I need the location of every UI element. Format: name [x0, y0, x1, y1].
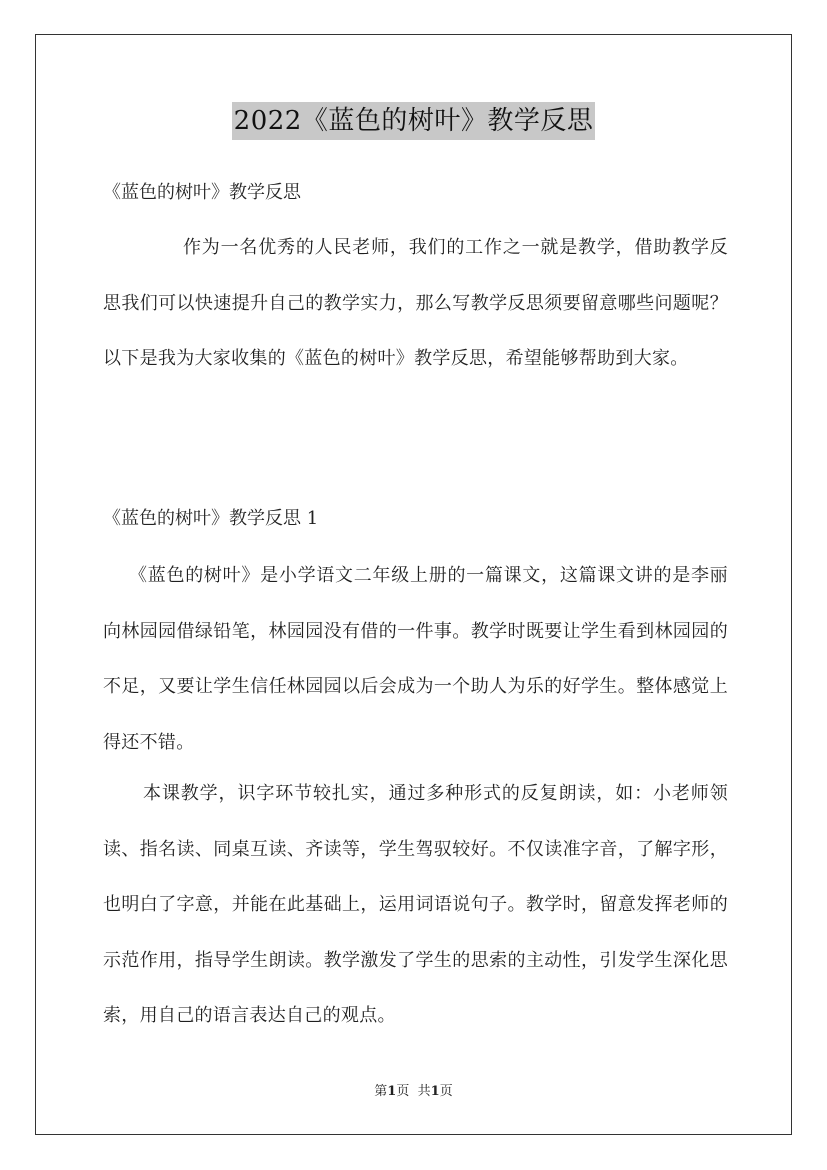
document-title: 2022《蓝色的树叶》教学反思	[232, 102, 596, 140]
page-label-suffix: 页	[396, 1084, 410, 1099]
title-wrap	[0, 102, 827, 140]
total-pages: 1	[430, 1084, 440, 1099]
body-paragraph: 本课教学，识字环节较扎实，通过多种形式的反复朗读，如：小老师领读、指名读、同桌互读、齐读等，学生驾驭较好。不仅读准字音，了解字形，也明白了字意，并能在此基础上，运用词语说句子。教学时，留意发挥老师的示范作用，指导学生朗读。教学激发了学生的思索的主动性，引发学生深化思索，用自己的语言表达自己的观点。	[103, 783, 728, 1026]
body-paragraph: 《蓝色的树叶》是小学语文二年级上册的一篇课文，这篇课文讲的是李丽向林园园借绿铅笔，林园园没有借的一件事。教学时既要让学生看到林园园的不足，又要让学生信任林园园以后会成为一个助人为乐的好学生。整体感觉上得还不错。	[103, 565, 728, 753]
intro-paragraph: 作为一名优秀的人民老师，我们的工作之一就是教学，借助教学反思我们可以快速提升自己的教学实力，那么写教学反思须要留意哪些问题呢？以下是我为大家收集的《蓝色的树叶》教学反思，希望能够帮助到大家。	[103, 237, 728, 369]
page-number: 1	[387, 1084, 397, 1099]
total-label-suffix: 页	[439, 1084, 453, 1099]
section-heading: 《蓝色的树叶》教学反思 1	[103, 508, 319, 529]
document-subtitle: 《蓝色的树叶》教学反思	[103, 182, 301, 203]
page-footer	[0, 1082, 827, 1102]
total-label-prefix: 共	[417, 1084, 431, 1099]
page-label-prefix: 第	[374, 1084, 388, 1099]
